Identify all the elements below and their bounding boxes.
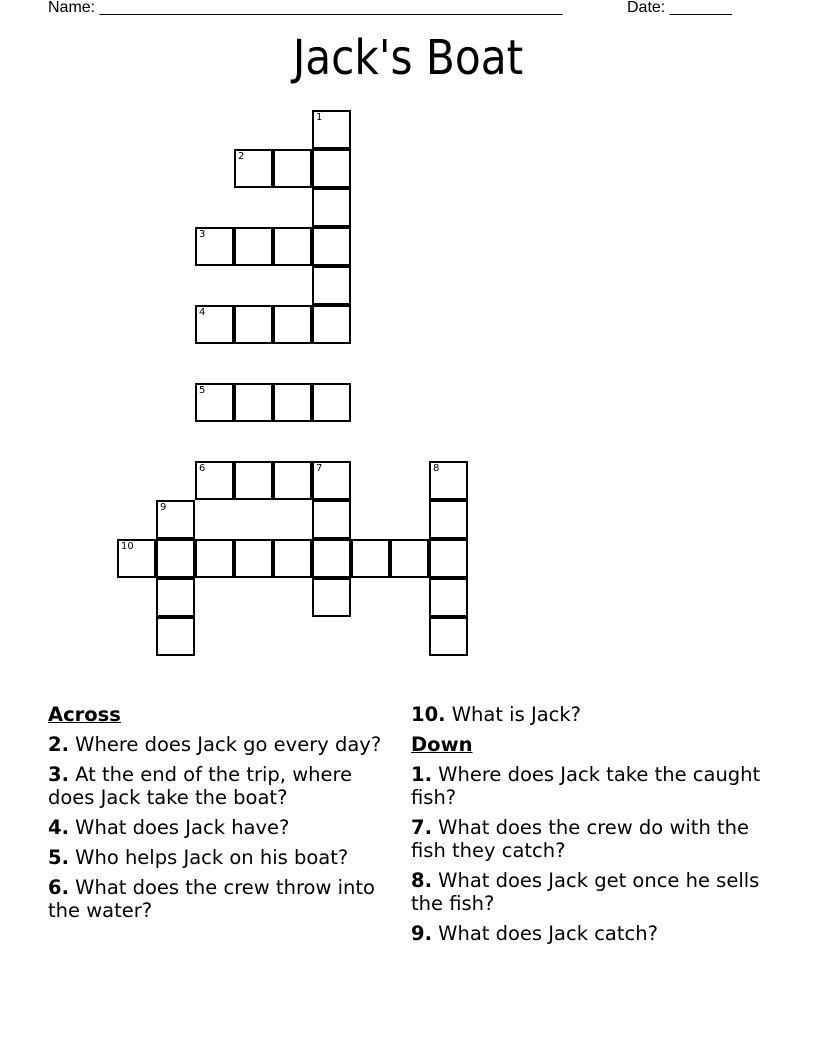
crossword-cell[interactable] [234, 539, 273, 578]
crossword-cell[interactable] [195, 305, 234, 344]
crossword-cell[interactable] [312, 461, 351, 500]
crossword-cell[interactable] [312, 500, 351, 539]
clue-across-2 [48, 733, 398, 756]
crossword-cell[interactable] [273, 227, 312, 266]
clue-text: What is Jack? [445, 703, 582, 726]
crossword-cell[interactable] [156, 617, 195, 656]
crossword-cell[interactable] [312, 149, 351, 188]
crossword-cell[interactable] [195, 227, 234, 266]
cell-number: 10 [121, 541, 134, 552]
clue-number: 1. [411, 763, 432, 786]
cell-number: 6 [199, 463, 206, 474]
crossword-cell[interactable] [156, 578, 195, 617]
clue-text: What does the crew do with the fish they catch? [411, 816, 750, 862]
clue-number: 2. [48, 733, 69, 756]
crossword-cell[interactable] [390, 539, 429, 578]
down-heading: Down [411, 733, 473, 756]
crossword-cell[interactable] [156, 539, 195, 578]
cell-number: 9 [160, 502, 167, 513]
crossword-cell[interactable] [234, 461, 273, 500]
crossword-cell[interactable] [234, 149, 273, 188]
crossword-cell[interactable] [312, 539, 351, 578]
cell-number: 5 [199, 385, 206, 396]
page-title: Jack's Boat [292, 30, 524, 86]
crossword-cell[interactable] [234, 305, 273, 344]
crossword-cell[interactable] [156, 500, 195, 539]
crossword-cell[interactable] [312, 110, 351, 149]
clue-number: 10. [411, 703, 446, 726]
clue-down-7 [411, 816, 761, 862]
crossword-cell[interactable] [195, 461, 234, 500]
date-field-label: Date: _______ [627, 0, 732, 16]
crossword-cell[interactable] [312, 188, 351, 227]
crossword-cell[interactable] [312, 383, 351, 422]
clues-column-left [48, 703, 398, 929]
clue-text: What does the crew throw into the water? [48, 876, 375, 922]
crossword-cell[interactable] [312, 578, 351, 617]
crossword-cell[interactable] [429, 461, 468, 500]
clue-across-6 [48, 876, 398, 922]
clue-text: What does Jack catch? [431, 922, 658, 945]
cell-number: 7 [316, 463, 323, 474]
clue-text: What does Jack have? [68, 816, 290, 839]
name-field-label: Name: ____________________________________________________ [48, 0, 563, 16]
clue-across-10 [411, 703, 761, 726]
cell-number: 1 [316, 112, 323, 123]
crossword-cell[interactable] [312, 305, 351, 344]
clue-across-4 [48, 816, 398, 839]
crossword-cell[interactable] [273, 383, 312, 422]
clue-text: What does Jack get once he sells the fish? [411, 869, 760, 915]
clue-number: 3. [48, 763, 69, 786]
clue-number: 4. [48, 816, 69, 839]
crossword-cell[interactable] [429, 617, 468, 656]
clue-text: Who helps Jack on his boat? [68, 846, 349, 869]
clue-down-8 [411, 869, 761, 915]
crossword-cell[interactable] [117, 539, 156, 578]
clue-across-3 [48, 763, 398, 809]
cell-number: 3 [199, 229, 206, 240]
crossword-cell[interactable] [234, 227, 273, 266]
clue-number: 8. [411, 869, 432, 892]
crossword-cell[interactable] [429, 539, 468, 578]
cell-number: 4 [199, 307, 206, 318]
clue-number: 6. [48, 876, 69, 899]
crossword-cell[interactable] [273, 305, 312, 344]
crossword-cell[interactable] [273, 539, 312, 578]
clues-column-right [411, 703, 761, 952]
crossword-cell[interactable] [234, 383, 273, 422]
clue-across-5 [48, 846, 398, 869]
crossword-cell[interactable] [195, 539, 234, 578]
clue-text: Where does Jack take the caught fish? [411, 763, 761, 809]
clue-number: 9. [411, 922, 432, 945]
crossword-cell[interactable] [429, 578, 468, 617]
crossword-cell[interactable] [312, 266, 351, 305]
cell-number: 8 [433, 463, 440, 474]
crossword-cell[interactable] [312, 227, 351, 266]
crossword-cell[interactable] [273, 149, 312, 188]
clue-number: 5. [48, 846, 69, 869]
clue-text: Where does Jack go every day? [68, 733, 382, 756]
clue-text: At the end of the trip, where does Jack take the boat? [48, 763, 353, 809]
clue-down-1 [411, 763, 761, 809]
crossword-cell[interactable] [429, 500, 468, 539]
across-heading: Across [48, 703, 121, 726]
clue-down-9 [411, 922, 761, 945]
crossword-cell[interactable] [195, 383, 234, 422]
crossword-cell[interactable] [351, 539, 390, 578]
crossword-cell[interactable] [273, 461, 312, 500]
cell-number: 2 [238, 151, 245, 162]
clue-number: 7. [411, 816, 432, 839]
